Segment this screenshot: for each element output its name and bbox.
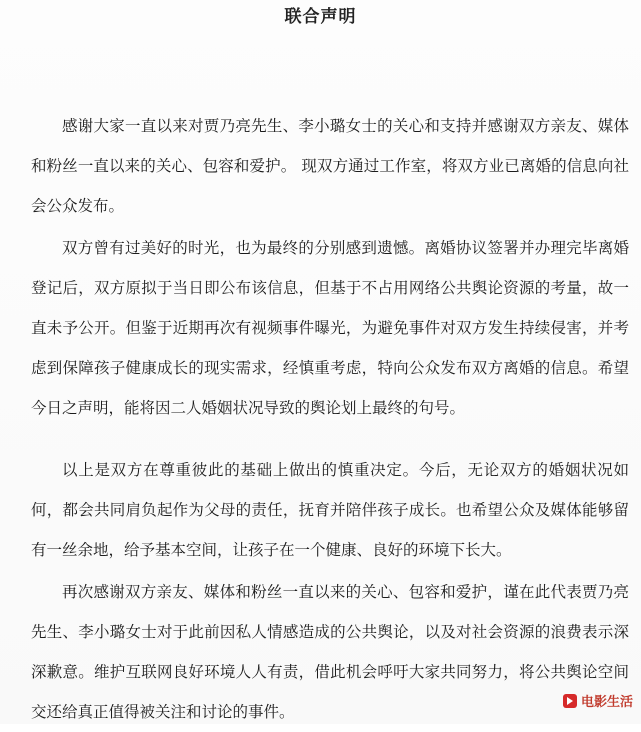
paragraph-4: 再次感谢双方亲友、媒体和粉丝一直以来的关心、包容和爱护，谨在此代表贾乃亮先生、李小璐女士对于此前因私人情感造成的公共舆论，以及对社会资源的浪费表示深深歉意。维护互联网良好环境人人有责，借此机会呼吁大家共同努力，将公共舆论空间交还给真正值得被关注和讨论的事件。 (31, 582, 629, 721)
paragraph-3: 以上是双方在尊重彼此的基础上做出的慎重决定。今后，无论双方的婚姻状况如何，都会共同肩负起作为父母的责任，抚育并陪伴孩子成长。也希望公众及媒体能够留有一丝余地，给予基本空间，让孩子在一个健康、良好的环境下长大。 (31, 460, 629, 559)
watermark (563, 691, 633, 710)
paragraph-1: 感谢大家一直以来对贾乃亮先生、李小璐女士的关心和支持并感谢双方亲友、媒体和粉丝一直以来的关心、包容和爱护。 现双方通过工作室，将双方业已离婚的信息向社会公众发布。 (31, 116, 629, 215)
play-icon (563, 694, 577, 708)
watermark-text: 电影生活 (580, 695, 633, 710)
document-title: 联合声明 (284, 7, 357, 27)
paragraph-2: 双方曾有过美好的时光，也为最终的分别感到遗憾。离婚协议签署并办理完毕离婚登记后，双方原拟于当日即公布该信息，但基于不占用网络公共舆论资源的考量，故一直未予公开。但鉴于近期再次有视频事件曝光，为避免事件对双方发生持续侵害，并考虑到保障孩子健康成长的现实需求，经慎重考虑，特向公众发布双方离婚的信息。希望今日之声明，能将因二人婚姻状况导致的舆论划上最终的句号。 (31, 238, 629, 417)
